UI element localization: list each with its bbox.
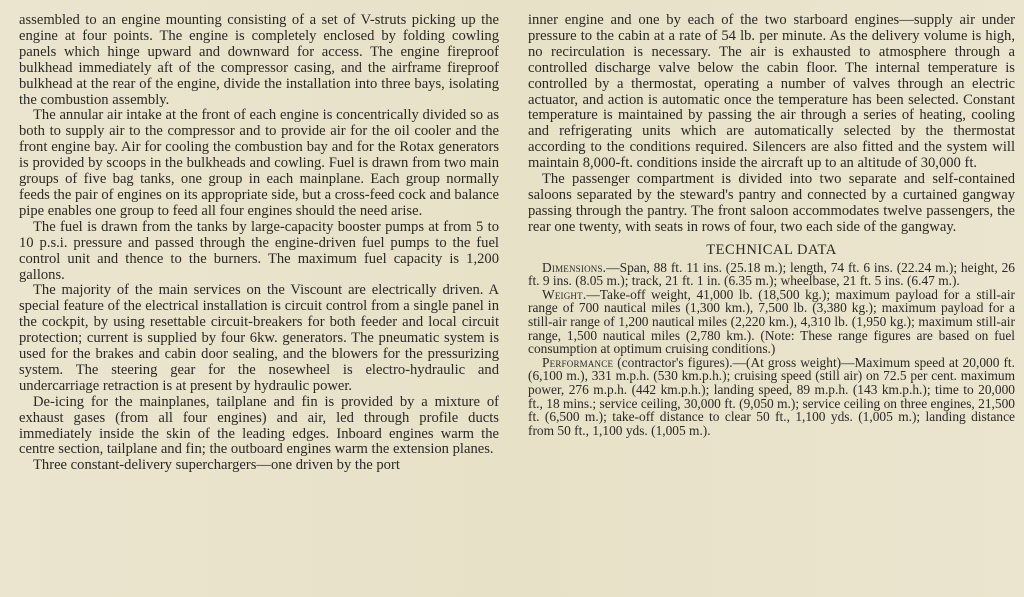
dimensions-label: Dimensions. bbox=[542, 259, 607, 275]
weight-label: Weight. bbox=[542, 286, 587, 302]
paragraph-passenger-compartment: The passenger compartment is divided into two separate and self-contained saloons separated by the steward's pantry and connected by a curtained gangway passing through the pantry. The front saloon accommodates twelve passengers, the rear one twenty, with seats in rows of four, two each side of the gangway. bbox=[528, 171, 1015, 235]
dimensions-entry bbox=[528, 261, 1015, 288]
paragraph-superchargers: Three constant-delivery superchargers—one driven by the port bbox=[33, 457, 400, 474]
right-column bbox=[528, 13, 1015, 437]
paragraph-de-icing: De-icing for the mainplanes, tailplane and fin is provided by a mixture of exhaust gases (from all four engines) and air, led through profile ducts immediately inside the skin of the leading edges. Inboard engines warm the centre section, tailplane and fin; the outboard engines warm the extension planes. bbox=[19, 393, 499, 458]
weight-entry bbox=[528, 288, 1015, 356]
weight-text: —Take-off weight, 41,000 lb. (18,500 kg.); maximum payload for a still-air range of 700 nautical miles (1,300 km.), 7,500 lb. (3,380 kg.); maximum payload for a still-air range of 1,200 nautical miles (2,220 km.), 4,310 lb. (1,950 kg.); maximum still-air range, 1,500 nautical miles (2,780 km.). (Note: These range figures are based on fuel consumption at optimum cruising conditions.) bbox=[528, 286, 1015, 357]
left-column bbox=[19, 13, 499, 474]
performance-text: (contractor's figures).—(At gross weight)—Maximum speed at 20,000 ft. (6,100 m.), 331 m.p.h. (530 km.p.h.); cruising speed (still air) on 72.5 per cent. maximum power, 276 m.p.h. (442 km.p.h.); landing speed, 89 m.p.h. (143 km.p.h.); time to 20,000 ft., 18 mins.; service ceiling, 30,000 ft. (9,050 m.); service ceiling on three engines, 21,500 ft. (6,500 m.); take-off distance to clear 50 ft., 1,100 yds. (1,005 m.); landing distance from 50 ft., 1,100 yds. (1,005 m.). bbox=[528, 354, 1015, 438]
paragraph-electrical-services: The majority of the main services on the Viscount are electrically driven. A special feature of the electrical installation is circuit control from a single panel in the cockpit, by using resettable circuit-breakers for both feeder and local circuit protection; current is supplied by four 6kw. generators. The pneumatic system is used for the brakes and cabin door sealing, and the blowers for the pressurizing system. The steering gear for the nosewheel is electro-hydraulic and undercarriage retraction is at present by hydraulic power. bbox=[19, 282, 499, 394]
paragraph-fuel-system: The fuel is drawn from the tanks by large-capacity booster pumps at from 5 to 10 p.s.i. pressure and passed through the engine-driven fuel pumps to the fuel control unit and thence to the burners. The maximum fuel capacity is 1,200 gallons. bbox=[19, 218, 499, 283]
technical-data-heading: TECHNICAL DATA bbox=[706, 241, 837, 258]
paragraph-cabin-pressurization: inner engine and one by each of the two starboard engines—supply air under pressure to the cabin at a rate of 54 lb. per minute. As the delivery volume is high, no recirculation is necessary. The air is exhausted to atmosphere through a controlled discharge valve below the cabin floor. The internal temperature is controlled by a thermostat, operating a number of valves through an electric actuator, and action is automatic once the temperature has been selected. Constant temperature is maintained by passing the air through a series of heating, cooling and refrigerating units which are automatically selected by the thermostat according to the conditions required. Silencers are also fitted and the system will maintain 8,000-ft. conditions inside the aircraft up to an altitude of 30,000 ft. bbox=[528, 12, 1015, 172]
paragraph-air-intake: The annular air intake at the front of each engine is concentrically divided so as both to supply air to the compressor and to provide air for the oil cooler and the front engine bay. Air for cooling the combustion bay and for the Rotax generators is provided by scoops in the bulkheads and cowling. Fuel is drawn from two main groups of five bag tanks, one group in each mainplane. Each group normally feeds the pair of engines on its appropriate side, but a cross-feed cock and balance pipe enables one group to feed all four engines should the need arise. bbox=[19, 107, 499, 219]
dimensions-text: —Span, 88 ft. 11 ins. (25.18 m.); length, 74 ft. 6 ins. (22.24 m.); height, 26 ft. 9 ins. (8.05 m.); track, 21 ft. 1 in. (6.35 m.); wheelbase, 21 ft. 5 ins. (6.47 m.). bbox=[528, 259, 1015, 289]
performance-label: Performance bbox=[542, 354, 614, 370]
paragraph-engine-mounting: assembled to an engine mounting consisting of a set of V-struts picking up the engine at four points. The engine is completely enclosed by folding cowling panels which hinge upward and downward for access. The engine fireproof bulkhead immediately aft of the compressor casing, and the airframe fireproof bulkhead at the rear of the engine, divide the installation into three bays, isolating the combustion assembly. bbox=[19, 12, 499, 108]
performance-entry bbox=[528, 356, 1015, 438]
